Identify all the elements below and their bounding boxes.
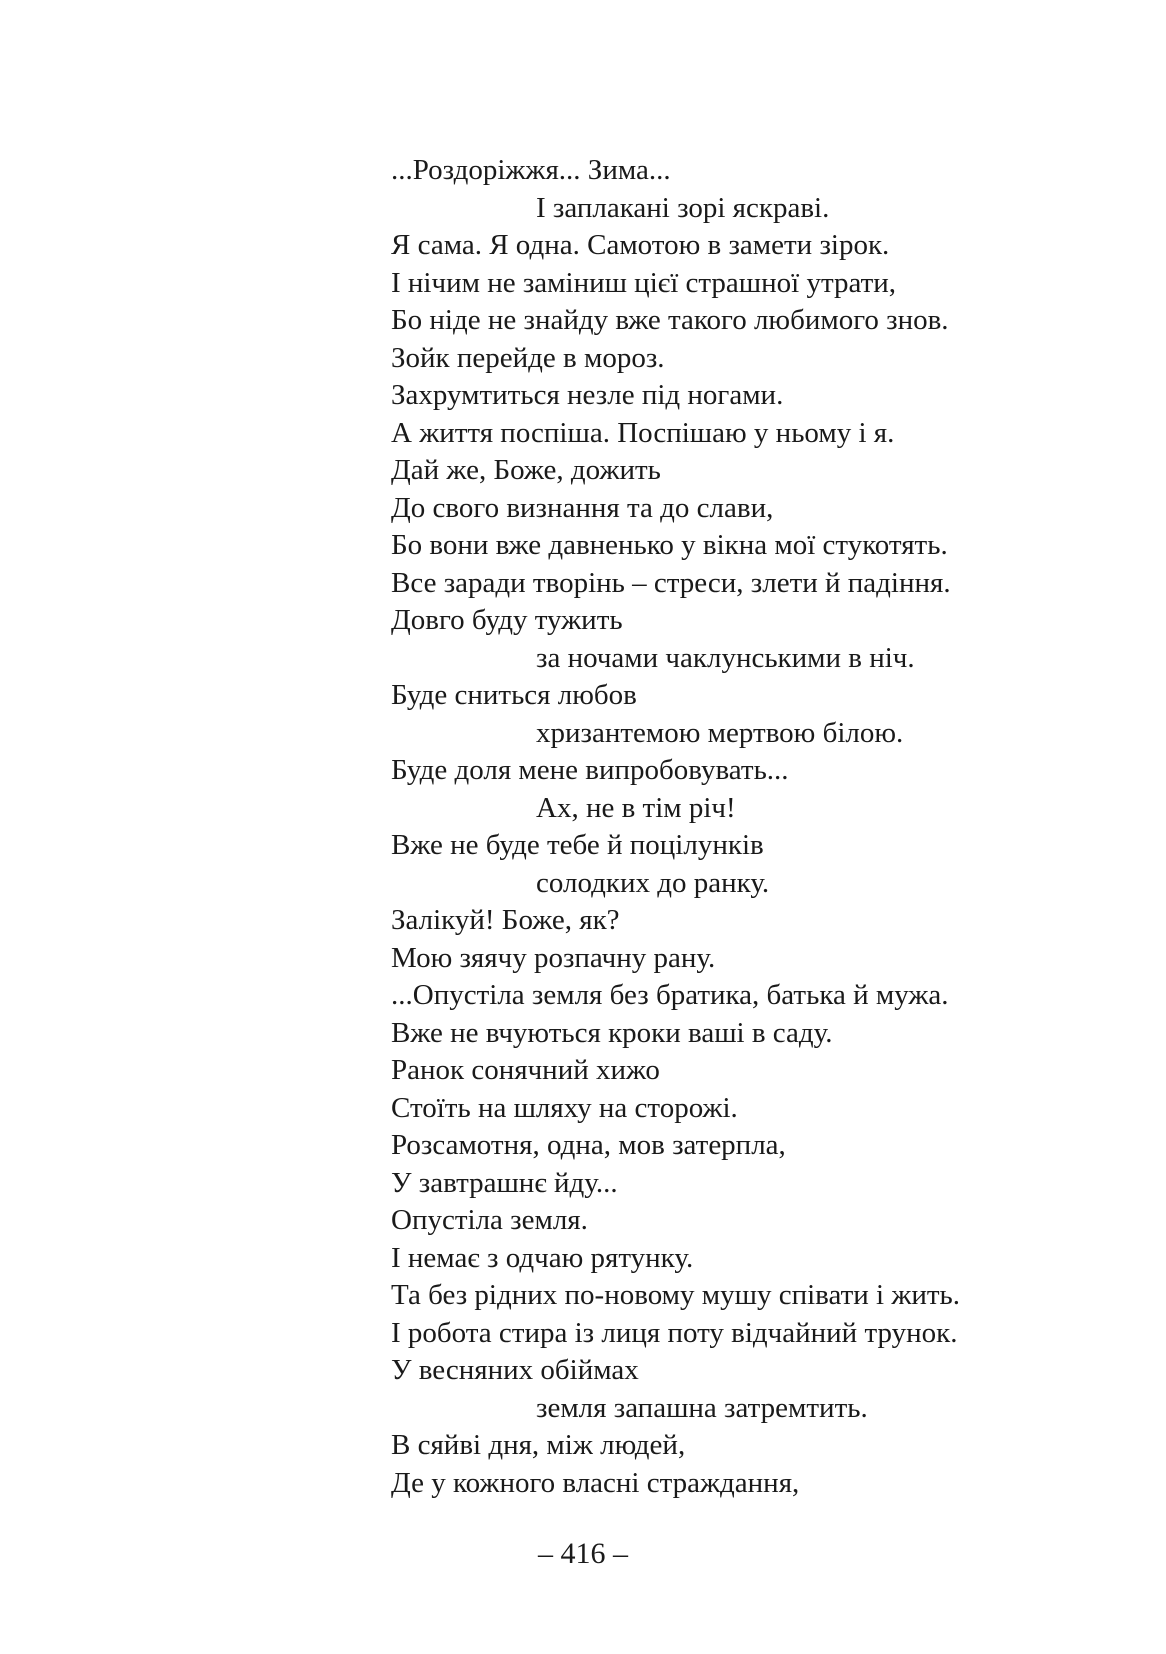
poem-line: Стоїть на шляху на сторожі.	[391, 1091, 738, 1124]
poem-line: Та без рідних по-новому мушу співати і жить.	[391, 1279, 961, 1311]
poem-line: Ранок сонячний хижо	[391, 1054, 660, 1086]
poem-line: Мою зяячу розпачну рану.	[391, 941, 716, 974]
poem-line: Буде доля мене випробовувать...	[391, 754, 789, 786]
poem-line: Розсамотня, одна, мов затерпла,	[391, 1129, 786, 1161]
poem-line: Бо ніде не знайду вже такого любимого знов.	[391, 304, 949, 336]
poem-line: Буде сниться любов	[391, 679, 637, 711]
poem-line: Ах, не в тім річ!	[536, 791, 736, 824]
poem-line: Я сама. Я одна. Самотою в замети зірок.	[391, 229, 890, 261]
poem-line: До свого визнання та до слави,	[391, 491, 774, 524]
poem-line: Захрумтиться незле під ногами.	[391, 379, 784, 411]
poem-line: солодких до ранку.	[536, 866, 770, 899]
poem-line: Вже не вчуються кроки ваші в саду.	[391, 1016, 833, 1049]
poem-line: Дай же, Боже, дожить	[391, 454, 661, 486]
poem-line: хризантемою мертвою білою.	[536, 716, 904, 749]
poem-line: ...Роздоріжжя... Зима...	[391, 154, 671, 186]
poem-line: Опустіла земля.	[391, 1204, 588, 1236]
poem-body	[391, 152, 1091, 1502]
poem-line: Вже не буде тебе й поцілунків	[391, 829, 764, 861]
poem-line: Все заради творінь – стреси, злети й падіння.	[391, 566, 951, 599]
poem-line: У завтрашнє йду...	[391, 1166, 618, 1199]
poem-line: Де у кожного власні страждання,	[391, 1466, 800, 1499]
poem-line: А життя поспіша. Поспішаю у ньому і я.	[391, 416, 895, 449]
poem-line: Довго буду тужить	[391, 604, 623, 636]
poem-line: Залікуй! Боже, як?	[391, 904, 620, 936]
poem-line: Зойк перейде в мороз.	[391, 341, 665, 374]
poem-line: І заплакані зорі яскраві.	[536, 191, 830, 224]
poem-line: І нічим не заміниш цієї страшної утрати,	[391, 266, 897, 299]
poem-line: за ночами чаклунськими в ніч.	[536, 641, 915, 674]
poem-line: У весняних обіймах	[391, 1354, 639, 1386]
poem-line: земля запашна затремтить.	[536, 1391, 868, 1424]
poem-line: І немає з одчаю рятунку.	[391, 1241, 694, 1274]
poem-line: І робота стира із лиця поту відчайний трунок.	[391, 1316, 958, 1349]
poem-line: Бо вони вже давненько у вікна мої стукотять.	[391, 529, 948, 561]
poem-line: В сяйві дня, між людей,	[391, 1429, 686, 1461]
page-number: – 416 –	[538, 1537, 628, 1570]
poem-line: ...Опустіла земля без братика, батька й мужа.	[391, 979, 949, 1011]
